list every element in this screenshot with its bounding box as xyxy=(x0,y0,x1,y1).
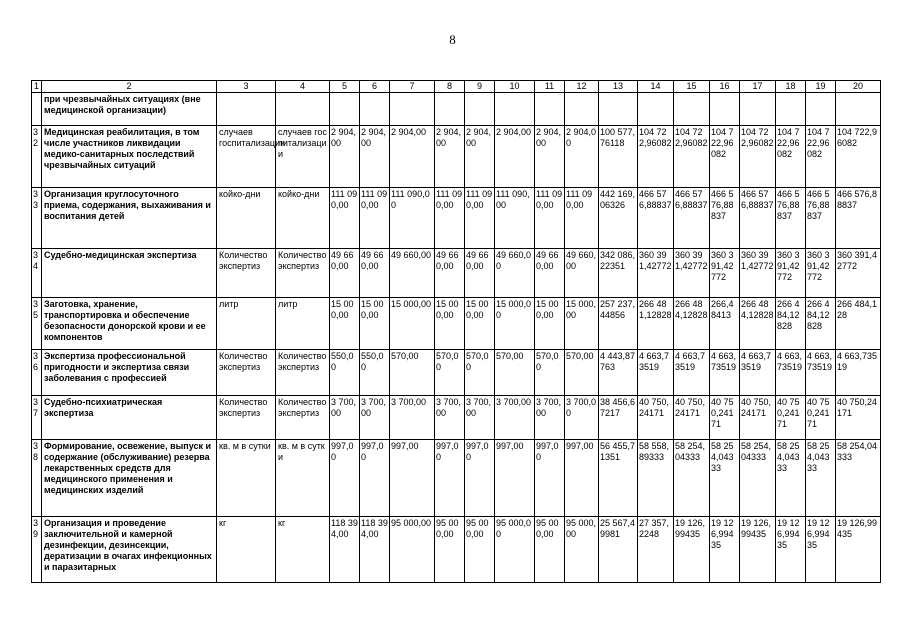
col-header: 10 xyxy=(495,81,535,93)
value-cell xyxy=(806,93,836,126)
value-cell: 360 391,42772 xyxy=(638,249,674,298)
value-cell: 56 455,71351 xyxy=(599,440,638,517)
unit-cell: случаев госпитализации xyxy=(276,126,330,188)
service-name-cell: Заготовка, хранение, транспортировка и обеспечение безопасности донорской крови и ее компонентов xyxy=(42,298,217,350)
value-cell: 997,00 xyxy=(390,440,435,517)
col-header: 1 xyxy=(32,81,42,93)
table-row xyxy=(32,396,881,440)
value-cell xyxy=(535,93,565,126)
value-cell xyxy=(565,93,599,126)
service-name-cell: Формирование, освежение, выпуск и содержание (обслуживание) резерва лекарственных средств для медицинского применения и медицинских изделий xyxy=(42,440,217,517)
value-cell: 266 481,12828 xyxy=(638,298,674,350)
value-cell: 3 700,00 xyxy=(535,396,565,440)
value-cell: 15 000,00 xyxy=(565,298,599,350)
value-cell: 570,00 xyxy=(435,350,465,396)
value-cell: 40 750,24171 xyxy=(710,396,740,440)
unit-cell: Количество экспертиз xyxy=(217,350,276,396)
service-name-cell: при чрезвычайных ситуациях (вне медицинской организации) xyxy=(42,93,217,126)
value-cell: 111 090,00 xyxy=(330,188,360,249)
value-cell: 2 904,00 xyxy=(330,126,360,188)
row-number-cell: 39 xyxy=(32,517,42,583)
table-row xyxy=(32,350,881,396)
value-cell: 25 567,49981 xyxy=(599,517,638,583)
value-cell: 15 000,00 xyxy=(330,298,360,350)
col-header: 17 xyxy=(740,81,776,93)
value-cell: 95 000,00 xyxy=(390,517,435,583)
value-cell: 4 663,73519 xyxy=(674,350,710,396)
value-cell: 40 750,24171 xyxy=(776,396,806,440)
unit-cell: кв. м в сутки xyxy=(276,440,330,517)
value-cell: 95 000,00 xyxy=(435,517,465,583)
value-cell: 2 904,00 xyxy=(465,126,495,188)
value-cell: 3 700,00 xyxy=(435,396,465,440)
row-number-cell: 35 xyxy=(32,298,42,350)
col-header: 8 xyxy=(435,81,465,93)
unit-cell: кг xyxy=(276,517,330,583)
unit-cell: Количество экспертиз xyxy=(276,350,330,396)
value-cell: 40 750,24171 xyxy=(740,396,776,440)
value-cell xyxy=(599,93,638,126)
value-cell: 111 090,00 xyxy=(435,188,465,249)
value-cell: 111 090,00 xyxy=(535,188,565,249)
service-name-cell: Экспертиза профессиональной пригодности и экспертиза связи заболевания с профессией xyxy=(42,350,217,396)
value-cell: 49 660,00 xyxy=(360,249,390,298)
service-name-cell: Организация и проведение заключительной и камерной дезинфекции, дезинсекции, дератизации в очагах инфекционных и паразитарных xyxy=(42,517,217,583)
unit-cell: койко-дни xyxy=(217,188,276,249)
value-cell: 15 000,00 xyxy=(390,298,435,350)
value-cell: 466 576,88837 xyxy=(776,188,806,249)
value-cell: 15 000,00 xyxy=(360,298,390,350)
value-cell: 49 660,00 xyxy=(495,249,535,298)
value-cell: 95 000,00 xyxy=(535,517,565,583)
unit-cell: Количество экспертиз xyxy=(217,249,276,298)
col-header: 15 xyxy=(674,81,710,93)
value-cell: 2 904,00 xyxy=(535,126,565,188)
value-cell: 15 000,00 xyxy=(535,298,565,350)
value-cell: 3 700,00 xyxy=(330,396,360,440)
value-cell: 15 000,00 xyxy=(465,298,495,350)
value-cell: 3 700,00 xyxy=(495,396,535,440)
value-cell: 95 000,00 xyxy=(495,517,535,583)
value-cell: 4 663,73519 xyxy=(806,350,836,396)
value-cell: 2 904,00 xyxy=(495,126,535,188)
value-cell: 360 391,42772 xyxy=(740,249,776,298)
value-cell: 104 722,96082 xyxy=(638,126,674,188)
value-cell: 4 663,73519 xyxy=(710,350,740,396)
value-cell: 40 750,24171 xyxy=(836,396,881,440)
value-cell: 19 126,99435 xyxy=(806,517,836,583)
col-header: 4 xyxy=(276,81,330,93)
value-cell: 40 750,24171 xyxy=(674,396,710,440)
value-cell: 111 090,00 xyxy=(465,188,495,249)
value-cell: 466 576,88837 xyxy=(674,188,710,249)
row-number-cell: 34 xyxy=(32,249,42,298)
value-cell: 997,00 xyxy=(465,440,495,517)
value-cell: 104 722,96082 xyxy=(710,126,740,188)
col-header: 6 xyxy=(360,81,390,93)
value-cell: 58 558,89333 xyxy=(638,440,674,517)
value-cell: 15 000,00 xyxy=(435,298,465,350)
unit-cell xyxy=(276,93,330,126)
value-cell: 2 904,00 xyxy=(435,126,465,188)
value-cell: 58 254,04333 xyxy=(806,440,836,517)
value-cell: 997,00 xyxy=(435,440,465,517)
row-number-cell: 33 xyxy=(32,188,42,249)
value-cell: 2 904,00 xyxy=(390,126,435,188)
col-header: 14 xyxy=(638,81,674,93)
value-cell: 997,00 xyxy=(330,440,360,517)
value-cell: 111 090,00 xyxy=(360,188,390,249)
value-cell: 550,00 xyxy=(330,350,360,396)
value-cell: 118 394,00 xyxy=(330,517,360,583)
service-name-cell: Судебно-психиатрическая экспертиза xyxy=(42,396,217,440)
value-cell xyxy=(390,93,435,126)
value-cell: 266 484,12828 xyxy=(674,298,710,350)
col-header: 9 xyxy=(465,81,495,93)
col-header: 20 xyxy=(836,81,881,93)
unit-cell: Количество экспертиз xyxy=(217,396,276,440)
value-cell: 466 576,88837 xyxy=(638,188,674,249)
col-header: 11 xyxy=(535,81,565,93)
value-cell: 342 086,22351 xyxy=(599,249,638,298)
value-cell: 550,00 xyxy=(360,350,390,396)
value-cell: 997,00 xyxy=(565,440,599,517)
value-cell xyxy=(638,93,674,126)
value-cell: 266 484,12828 xyxy=(776,298,806,350)
value-cell: 570,00 xyxy=(465,350,495,396)
value-cell: 4 663,73519 xyxy=(776,350,806,396)
value-cell: 118 394,00 xyxy=(360,517,390,583)
service-name-cell: Медицинская реабилитация, в том числе участников ликвидации медико-санитарных последствий чрезвычайных ситуаций xyxy=(42,126,217,188)
unit-cell xyxy=(217,93,276,126)
value-cell xyxy=(330,93,360,126)
value-cell: 466 576,88837 xyxy=(806,188,836,249)
value-cell: 111 090,00 xyxy=(495,188,535,249)
value-cell: 49 660,00 xyxy=(565,249,599,298)
value-cell: 40 750,24171 xyxy=(638,396,674,440)
value-cell: 266 484,128 xyxy=(836,298,881,350)
col-header: 16 xyxy=(710,81,740,93)
table-row xyxy=(32,126,881,188)
value-cell: 997,00 xyxy=(535,440,565,517)
value-cell: 104 722,96082 xyxy=(836,126,881,188)
value-cell: 58 254,04333 xyxy=(836,440,881,517)
value-cell: 997,00 xyxy=(495,440,535,517)
value-cell: 40 750,24171 xyxy=(806,396,836,440)
value-cell: 3 700,00 xyxy=(465,396,495,440)
value-cell: 95 000,00 xyxy=(565,517,599,583)
value-cell: 4 663,73519 xyxy=(740,350,776,396)
unit-cell: Количество экспертиз xyxy=(276,249,330,298)
unit-cell: кг xyxy=(217,517,276,583)
value-cell: 570,00 xyxy=(390,350,435,396)
table-row xyxy=(32,249,881,298)
table-row xyxy=(32,93,881,126)
value-cell xyxy=(776,93,806,126)
col-header: 18 xyxy=(776,81,806,93)
col-header: 12 xyxy=(565,81,599,93)
value-cell: 360 391,42772 xyxy=(674,249,710,298)
value-cell: 570,00 xyxy=(495,350,535,396)
value-cell: 997,00 xyxy=(360,440,390,517)
col-header: 2 xyxy=(42,81,217,93)
value-cell: 266 484,12828 xyxy=(740,298,776,350)
unit-cell: Количество экспертиз xyxy=(276,396,330,440)
col-header: 13 xyxy=(599,81,638,93)
value-cell: 266 484,12828 xyxy=(806,298,836,350)
value-cell xyxy=(740,93,776,126)
value-cell: 19 126,99435 xyxy=(740,517,776,583)
value-cell: 570,00 xyxy=(565,350,599,396)
row-number-cell: 37 xyxy=(32,396,42,440)
row-number-cell: 36 xyxy=(32,350,42,396)
header-row xyxy=(32,81,881,93)
col-header: 19 xyxy=(806,81,836,93)
page-number: 8 xyxy=(449,32,456,47)
value-cell: 19 126,99435 xyxy=(836,517,881,583)
value-cell: 104 722,96082 xyxy=(740,126,776,188)
table-row xyxy=(32,440,881,517)
value-cell: 266,48413 xyxy=(710,298,740,350)
unit-cell: случаев госпитализации xyxy=(217,126,276,188)
value-cell: 49 660,00 xyxy=(465,249,495,298)
data-table xyxy=(31,80,881,583)
value-cell: 4 663,73519 xyxy=(836,350,881,396)
value-cell: 104 722,96082 xyxy=(674,126,710,188)
unit-cell: литр xyxy=(217,298,276,350)
value-cell: 58 254,04333 xyxy=(740,440,776,517)
value-cell: 100 577,76118 xyxy=(599,126,638,188)
value-cell: 360 391,42772 xyxy=(806,249,836,298)
value-cell: 38 456,67217 xyxy=(599,396,638,440)
value-cell: 4 663,73519 xyxy=(638,350,674,396)
value-cell: 104 722,96082 xyxy=(776,126,806,188)
value-cell: 49 660,00 xyxy=(435,249,465,298)
value-cell: 2 904,00 xyxy=(565,126,599,188)
service-name-cell: Организация круглосуточного приема, содержания, выхаживания и воспитания детей xyxy=(42,188,217,249)
value-cell: 58 254,04333 xyxy=(776,440,806,517)
value-cell: 360 391,42772 xyxy=(836,249,881,298)
unit-cell: литр xyxy=(276,298,330,350)
value-cell: 58 254,04333 xyxy=(674,440,710,517)
value-cell: 58 254,04333 xyxy=(710,440,740,517)
value-cell: 570,00 xyxy=(535,350,565,396)
value-cell: 466 576,88837 xyxy=(836,188,881,249)
value-cell: 442 169,06326 xyxy=(599,188,638,249)
row-number-cell: 32 xyxy=(32,126,42,188)
unit-cell: кв. м в сутки xyxy=(217,440,276,517)
value-cell: 95 000,00 xyxy=(465,517,495,583)
value-cell: 19 126,99435 xyxy=(776,517,806,583)
value-cell xyxy=(465,93,495,126)
value-cell: 19 126,99435 xyxy=(674,517,710,583)
table-row xyxy=(32,517,881,583)
value-cell xyxy=(495,93,535,126)
table-row xyxy=(32,188,881,249)
value-cell xyxy=(360,93,390,126)
value-cell: 466 576,88837 xyxy=(740,188,776,249)
value-cell: 466 576,88837 xyxy=(710,188,740,249)
table-row xyxy=(32,298,881,350)
value-cell: 111 090,00 xyxy=(390,188,435,249)
value-cell: 49 660,00 xyxy=(330,249,360,298)
value-cell: 3 700,00 xyxy=(360,396,390,440)
value-cell: 27 357,2248 xyxy=(638,517,674,583)
value-cell: 19 126,99435 xyxy=(710,517,740,583)
row-number-cell xyxy=(32,93,42,126)
col-header: 5 xyxy=(330,81,360,93)
row-number-cell: 38 xyxy=(32,440,42,517)
service-name-cell: Судебно-медицинская экспертиза xyxy=(42,249,217,298)
value-cell xyxy=(710,93,740,126)
value-cell: 49 660,00 xyxy=(535,249,565,298)
value-cell: 257 237,44856 xyxy=(599,298,638,350)
value-cell xyxy=(435,93,465,126)
value-cell: 360 391,42772 xyxy=(710,249,740,298)
value-cell: 360 391,42772 xyxy=(776,249,806,298)
col-header: 3 xyxy=(217,81,276,93)
value-cell: 104 722,96082 xyxy=(806,126,836,188)
value-cell: 49 660,00 xyxy=(390,249,435,298)
value-cell: 4 443,87763 xyxy=(599,350,638,396)
unit-cell: койко-дни xyxy=(276,188,330,249)
value-cell: 2 904,00 xyxy=(360,126,390,188)
col-header: 7 xyxy=(390,81,435,93)
value-cell: 3 700,00 xyxy=(390,396,435,440)
value-cell: 15 000,00 xyxy=(495,298,535,350)
value-cell xyxy=(674,93,710,126)
value-cell: 111 090,00 xyxy=(565,188,599,249)
value-cell: 3 700,00 xyxy=(565,396,599,440)
value-cell xyxy=(836,93,881,126)
